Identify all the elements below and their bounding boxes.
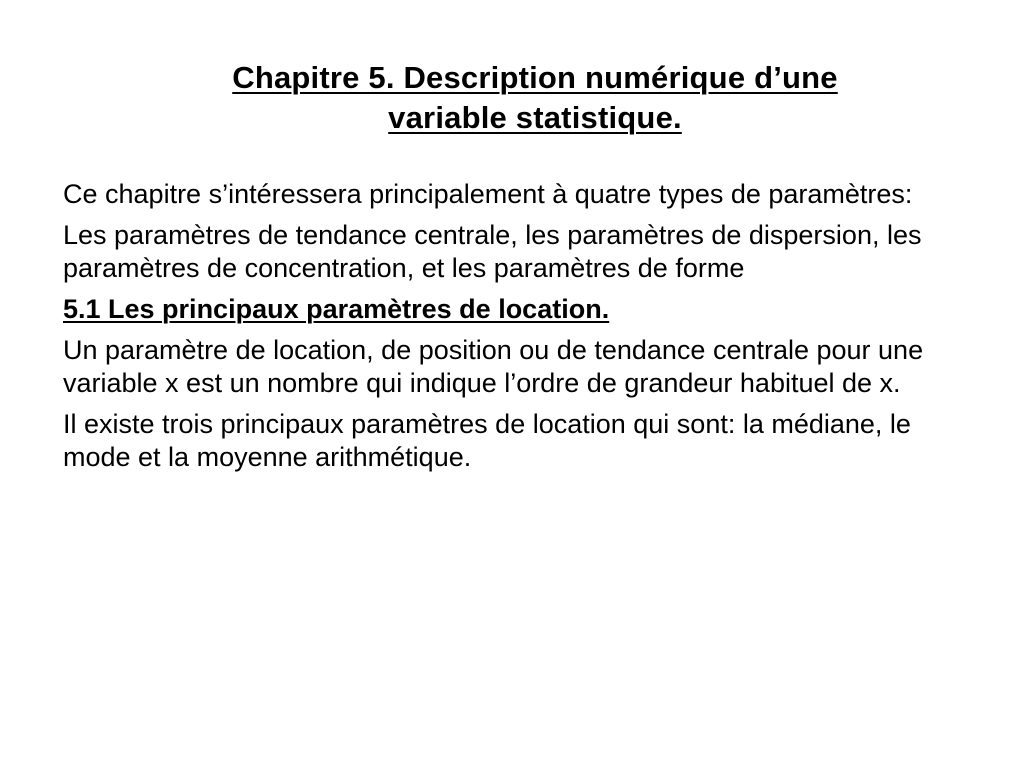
slide-title-line-2: variable statistique. [388, 100, 682, 135]
section-heading: 5.1 Les principaux paramètres de location. [63, 294, 610, 324]
slide-title [100, 58, 970, 138]
location-definition-paragraph: Un paramètre de location, de position ou de tendance centrale pour une variable x est un nombre qui indique l’ordre de grandeur habituel de x. [63, 335, 924, 398]
slide-title-line-1: Chapitre 5. Description numérique d’une [232, 60, 838, 95]
parameter-types-paragraph: Les paramètres de tendance centrale, les paramètres de dispersion, les paramètres de concentration, et les paramètres de forme [63, 220, 922, 283]
location-parameters-paragraph: Il existe trois principaux paramètres de location qui sont: la médiane, le mode et la moyenne arithmétique. [63, 409, 911, 472]
slide-body [63, 178, 963, 482]
intro-paragraph: Ce chapitre s’intéressera principalement à quatre types de paramètres: [63, 179, 913, 209]
